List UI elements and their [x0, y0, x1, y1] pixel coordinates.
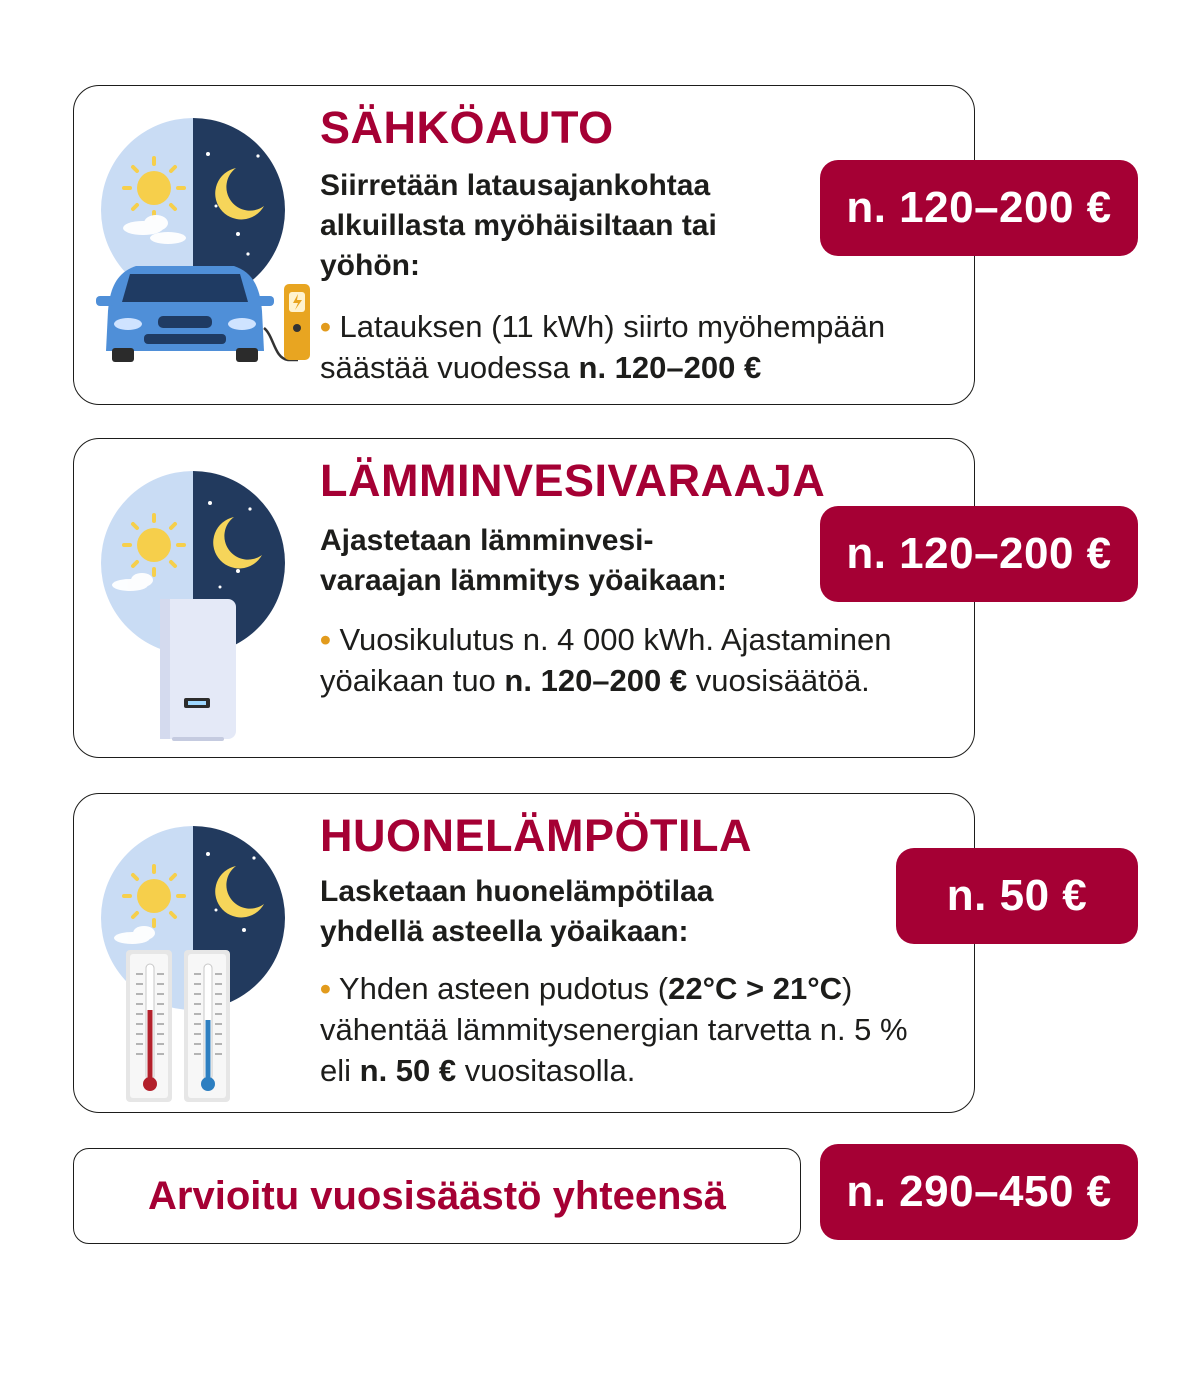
card-lead: Siirretään latausajankohtaa alkuillasta myöhäisiltaan tai yöhön:: [320, 169, 717, 282]
bullet-icon: •: [320, 971, 331, 1006]
electric-car-icon: [96, 266, 274, 362]
saving-badge: n. 50 €: [896, 848, 1138, 944]
day-night-water-heater-illustration: [88, 459, 318, 749]
water-heater-icon: [160, 599, 236, 741]
saving-badge: n. 120–200 €: [820, 506, 1138, 602]
card-title: LÄMMINVESIVARAAJA: [320, 455, 826, 506]
total-saving-badge: n. 290–450 €: [820, 1144, 1138, 1240]
card-detail: • Yhden asteen pudotus (22°C > 21°C) vähentää lämmitysenergian tarvetta n. 5 % eli n. 50 € vuositasolla.: [320, 971, 908, 1088]
card-detail: • Vuosikulutus n. 4 000 kWh. Ajastaminen yöaikaan tuo n. 120–200 € vuosisäätöä.: [320, 622, 892, 698]
card-lead: Ajastetaan lämminvesi-varaajan lämmitys yöaikaan:: [320, 524, 727, 597]
card-lead: Lasketaan huonelämpötilaa yhdellä asteella yöaikaan:: [320, 875, 714, 948]
thermometer-warm-icon: [126, 950, 172, 1102]
bullet-icon: •: [320, 622, 331, 657]
card-detail: • Latauksen (11 kWh) siirto myöhempään säästää vuodessa n. 120–200 €: [320, 309, 886, 385]
saving-badge: n. 120–200 €: [820, 160, 1138, 256]
bullet-icon: •: [320, 309, 331, 344]
thermometer-cool-icon: [184, 950, 230, 1102]
day-night-thermometer-illustration: [88, 814, 318, 1104]
charger-icon: [284, 284, 310, 360]
card-room-temperature: [73, 793, 975, 1113]
day-night-car-illustration: [88, 106, 318, 396]
card-title: HUONELÄMPÖTILA: [320, 810, 752, 861]
total-label: Arvioitu vuosisäästö yhteensä: [73, 1148, 801, 1244]
card-title: SÄHKÖAUTO: [320, 102, 614, 153]
